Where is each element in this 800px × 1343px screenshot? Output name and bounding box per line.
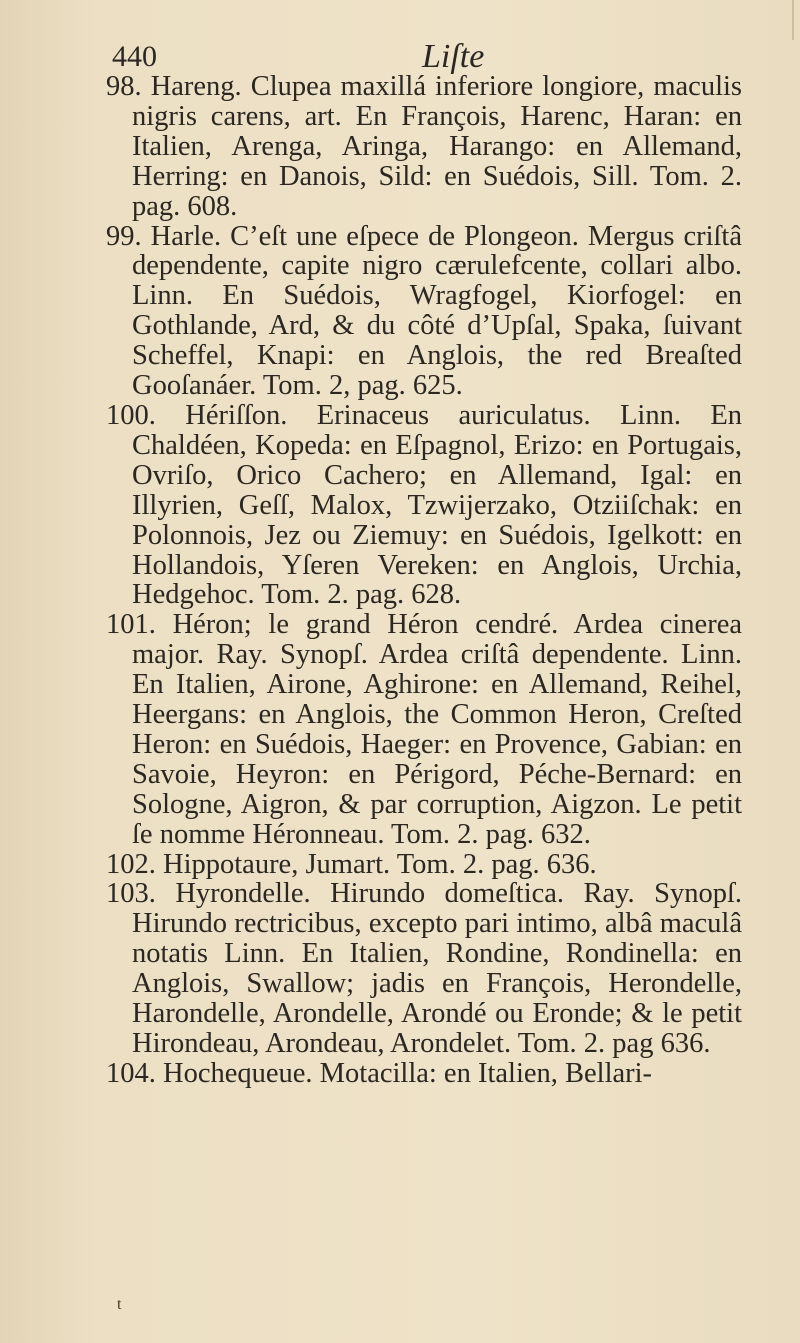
entry-text: Harle. C’eſt une eſpece de Plongeon. Mergus criſtâ dependente, capite nigro cærulefcente, collari albo. Linn. En Suédois, Wragfogel, Kiorfogel: en Gothlande, Ard, & du côté d’Upſal, Spaka, ſuivant Scheffel, Knapi: en Anglois, the red Breaſted Gooſanáer. Tom. 2, pag. 625. [132,220,742,402]
entry-text: Hochequeue. Motacilla: en Italien, Bellari- [163,1057,653,1089]
entry-101 [106,610,742,849]
entry-103 [106,879,742,1058]
entry-text: Hippotaure, Jumart. Tom. 2. pag. 636. [163,848,597,880]
page-number: 440 [112,40,157,73]
entry-102 [106,850,742,880]
entry-98 [106,72,742,222]
entry-text: Hyrondelle. Hirundo domeſtica. Ray. Synopſ. Hirundo rectricibus, excepto pari intimo, albâ maculâ notatis Linn. En Italien, Rondine, Rondinella: en Anglois, Swallow; jadis en François, Herondelle, Harondelle, Arondelle, Arondé ou Eronde; & le petit Hirondeau, Arondeau, Arondelet. Tom. 2. pag 636. [132,878,743,1059]
page-header [112,36,732,76]
entry-number: 98. [106,71,142,102]
entry-text: Hareng. Clupea maxillá inferiore longiore, maculis nigris carens, art. En François, Harenc, Haran: en Italien, Arenga, Aringa, Harango: en Allemand, Herring: en Danois, Sild: en Suédois, Sill. Tom. 2. pag. 608. [132,71,742,222]
entry-number: 99. [106,220,142,252]
entry-100 [106,401,742,610]
running-title: Liſte [422,38,485,75]
page-edge [792,0,794,40]
entry-text: Héron; le grand Héron cendré. Ardea cinerea major. Ray. Synopſ. Ardea criſtâ dependente. Linn. En Italien, Airone, Aghirone: en Allemand, Reihel, Heergans: en Anglois, the Common Heron, Creſted Heron: en Suédois, Haeger: en Provence, Gabian: en Savoie, Heyron: en Périgord, Péche-Bernard: en Sologne, Aigron, & par corruption, Aigzon. Le petit ſe nomme Héronneau. Tom. 2. pag. 632. [132,609,742,850]
entry-list [106,72,742,1089]
entry-text: Hériſſon. Erinaceus auriculatus. Linn. En Chaldéen, Kopeda: en Eſpagnol, Erizo: en Portugais, Ovriſo, Orico Cachero; en Allemand, Igal: en Illyrien, Geſſ, Malox, Tzwijerzako, Otziiſchak: en Polonnois, Jez ou Ziemuy: en Suédois, Igelkott: en Hollandois, Yſeren Vereken: en Anglois, Urchia, Hedgehoc. Tom. 2. pag. 628. [132,399,743,611]
entry-number: 102. [106,848,156,880]
entry-number: 104. [106,1057,156,1089]
entry-99 [106,222,742,401]
footer-mark: t [117,1296,122,1313]
entry-number: 103. [106,878,156,910]
entry-104 [106,1059,742,1089]
entry-number: 100. [106,399,156,431]
entry-number: 101. [106,609,156,641]
